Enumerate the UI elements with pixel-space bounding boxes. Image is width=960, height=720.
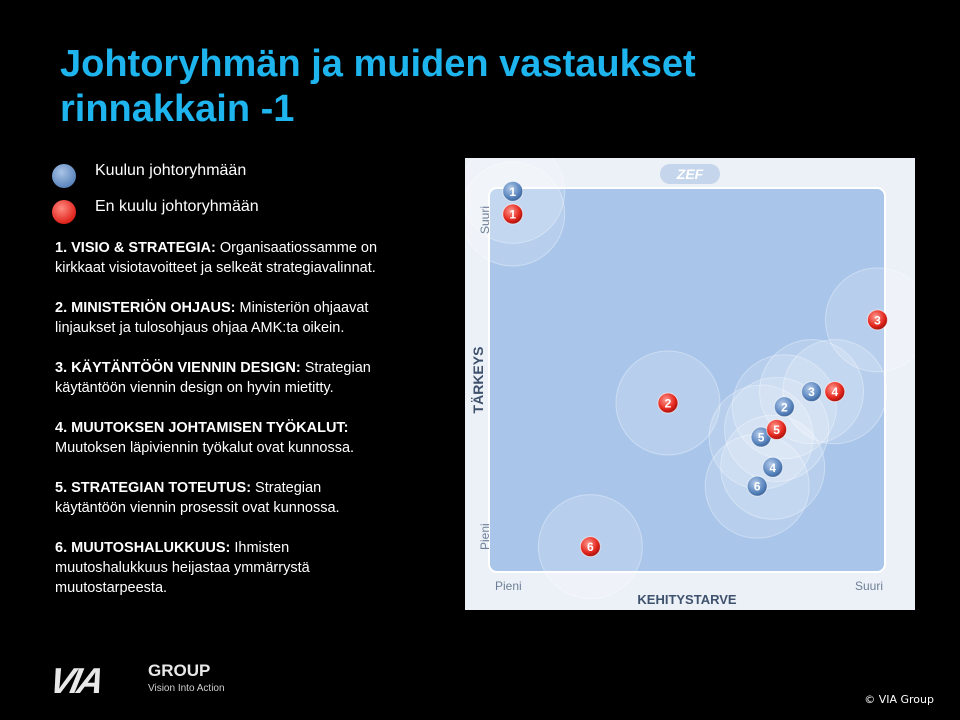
via-group-logo [45,655,240,703]
leadership-point-label-1: 1 [509,184,517,199]
question-heading: 6. MUUTOSHALUKKUUS: [55,540,231,556]
chart-svg [465,158,915,610]
others-point-label-5: 5 [773,422,780,437]
x-high-label: Suuri [854,579,883,593]
x-low-label: Pieni [495,579,522,593]
question-text: Ministeriön ohjaavat linjaukset ja tulosohjaus ohjaa AMK:ta oikein. [55,300,369,336]
legend-label: Kuulun johtoryhmään [95,162,247,179]
page-title: Johtoryhmän ja muiden vastaukset rinnakkain -1 [60,43,696,130]
question-text: Organisaatiossamme on kirkkaat visiotavoitteet ja selkeät strategiavalinnat. [55,240,378,276]
question-heading: 1. VISIO & STRATEGIA: [55,240,216,256]
y-axis-label: TÄRKEYS [470,346,486,414]
question-text: Strategian käytäntöön viennin prosessit ovat kunnossa. [55,480,340,516]
question-list [55,238,385,618]
zef-logo: ZEF [676,166,704,182]
y-low-label: Pieni [478,523,492,550]
blue-dot-icon [52,164,76,188]
others-point-label-3: 3 [874,313,881,328]
logo-tagline: Vision Into Action [148,683,225,694]
question-text: Ihmisten muutoshalukkuus heijastaa ymmärrystä muutostarpeesta. [55,540,310,596]
question-heading: 3. KÄYTÄNTÖÖN VIENNIN DESIGN: [55,360,301,376]
question-text: Strategian käytäntöön viennin design on hyvin mietitty. [55,360,371,396]
logo-group-text: GROUP [148,661,211,680]
question-item [55,538,385,598]
leadership-point-label-6: 6 [753,479,761,494]
red-dot-icon [52,200,76,224]
leadership-point-label-5: 5 [757,430,765,445]
leadership-point-label-3: 3 [808,385,815,400]
question-heading: 5. STRATEGIAN TOTEUTUS: [55,480,252,496]
question-item [55,478,385,518]
question-item [55,298,385,338]
question-item [55,418,385,458]
x-axis-label: KEHITYSTARVE [637,592,737,607]
question-heading: 4. MUUTOKSEN JOHTAMISEN TYÖKALUT: [55,420,349,436]
copyright-notice: © VIA Group [864,693,934,706]
others-point-label-4: 4 [831,385,839,400]
question-heading: 2. MINISTERIÖN OHJAUS: [55,300,236,316]
y-high-label: Suuri [478,206,492,235]
question-item [55,238,385,278]
via-logo-mark: VIA [45,660,106,701]
leadership-point-label-2: 2 [781,400,788,415]
others-point-label-6: 6 [587,540,594,555]
legend-label: En kuulu johtoryhmään [95,198,259,215]
question-item [55,358,385,398]
leadership-point-label-4: 4 [769,460,777,475]
others-point-label-1: 1 [509,207,517,222]
question-text: Muutoksen läpiviennin työkalut ovat kunnossa. [55,440,355,456]
scatter-chart [465,158,915,610]
others-point-label-2: 2 [664,396,672,411]
